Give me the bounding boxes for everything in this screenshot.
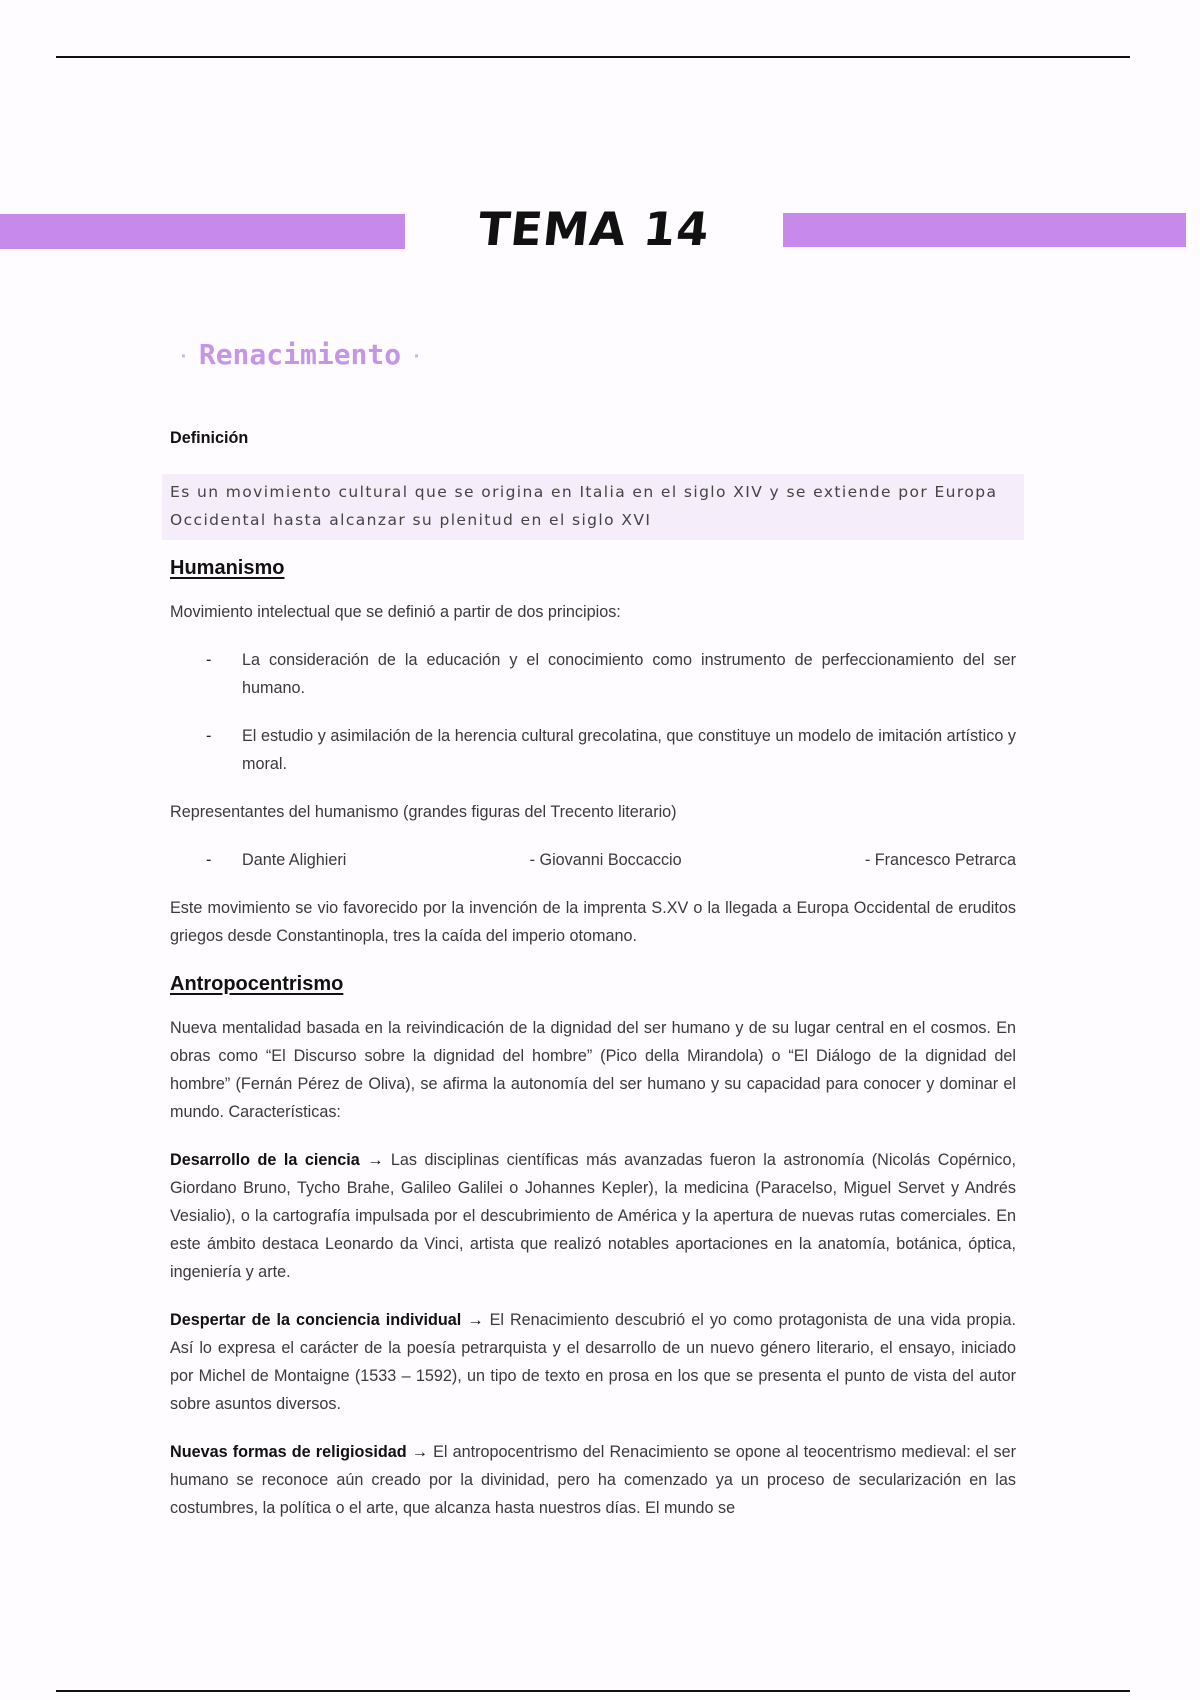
title-band-right	[783, 213, 1186, 247]
antropocentrismo-intro: Nueva mentalidad basada en la reivindicación de la dignidad del ser humano y de su lugar central en el cosmos. En obras como “El Discurso sobre la dignidad del hombre” (Pico della Mirandola) o “El Diálogo de la dignidad del hombre” (Fernán Pérez de Oliva), se afirma la autonomía del ser humano y su capacidad para conocer y dominar el mundo. Características:	[170, 1019, 1016, 1121]
feature-text: El Renacimiento descubrió el yo como protagonista de una vida propia. Así lo expresa el carácter de la poesía petrarquista y el desarrollo de un nuevo género literario, el ensayo, iniciado por Michel de Montaigne (1533 – 1592), un tipo de texto en prosa en los que se presenta el punto de vista del autor sobre asuntos diversos.	[170, 1311, 1016, 1413]
feature-label: Nuevas formas de religiosidad	[170, 1443, 407, 1461]
heading-humanismo: Humanismo	[170, 557, 285, 579]
humanismo-intro: Movimiento intelectual que se definió a partir de dos principios:	[170, 603, 621, 621]
representative: - Dante Alighieri	[242, 851, 347, 869]
principles-list	[170, 646, 1016, 778]
representative: - Francesco Petrarca	[864, 851, 1016, 869]
feature-text: Las disciplinas científicas más avanzadas fueron la astronomía (Nicolás Copérnico, Giordano Bruno, Tycho Brahe, Galileo Galilei o Johannes Kepler), la medicina (Paracelso, Miguel Servet y Andrés Vesialio), o la cartografía impulsada por el descubrimiento de América y la apertura de nuevas rutas comerciales. En este ámbito destaca Leonardo da Vinci, artista que realizó notables aportaciones en la anatomía, botánica, óptica, ingeniería y arte.	[170, 1151, 1016, 1281]
bullet-right: ·	[411, 345, 422, 367]
bullet-left: ·	[178, 345, 189, 367]
feature-label: Desarrollo de la ciencia	[170, 1151, 360, 1169]
humanismo-closing: Este movimiento se vio favorecido por la invención de la imprenta S.XV o la llegada a Europa Occidental de eruditos griegos desde Constantinopla, tres la caída del imperio otomano.	[170, 899, 1016, 945]
representative: - Giovanni Boccaccio	[529, 851, 682, 869]
title-band-left	[0, 214, 405, 249]
feature-label: Despertar de la conciencia individual	[170, 1311, 462, 1329]
section-title	[168, 338, 432, 371]
heading-antropocentrismo: Antropocentrismo	[170, 973, 344, 995]
feature-text: El antropocentrismo del Renacimiento se opone al teocentrismo medieval: el ser humano se reconoce aún creado por la divinidad, pero ha comenzado ya un proceso de secularización en las costumbres, la política o el arte, que alcanza hasta nuestros días. El mundo se	[170, 1443, 1017, 1517]
bottom-rule	[56, 1690, 1130, 1692]
definition-label: Definición	[170, 429, 249, 447]
page-title: TEMA 14	[475, 202, 713, 256]
top-rule	[56, 56, 1130, 58]
list-item: - El estudio y asimilación de la herencia cultural grecolatina, que constituye un modelo de imitación artístico y moral.	[170, 722, 1016, 778]
feature-paragraph	[170, 1306, 1016, 1418]
document-body	[170, 424, 1016, 1542]
representatives-list	[170, 846, 1016, 874]
representatives-intro: Representantes del humanismo (grandes figuras del Trecento literario)	[170, 803, 677, 821]
feature-paragraph	[170, 1438, 1016, 1522]
arrow-icon: →	[411, 1443, 428, 1461]
list-item: - La consideración de la educación y el conocimiento como instrumento de perfeccionamiento del ser humano.	[170, 646, 1016, 702]
arrow-icon: →	[467, 1311, 484, 1329]
definition-box: Es un movimiento cultural que se origina en Italia en el siglo XIV y se extiende por Europa Occidental hasta alcanzar su plenitud en el siglo XVI	[162, 474, 1024, 540]
feature-paragraph	[170, 1146, 1016, 1286]
arrow-icon: →	[367, 1151, 384, 1169]
section-title-text: Renacimiento	[198, 338, 402, 371]
